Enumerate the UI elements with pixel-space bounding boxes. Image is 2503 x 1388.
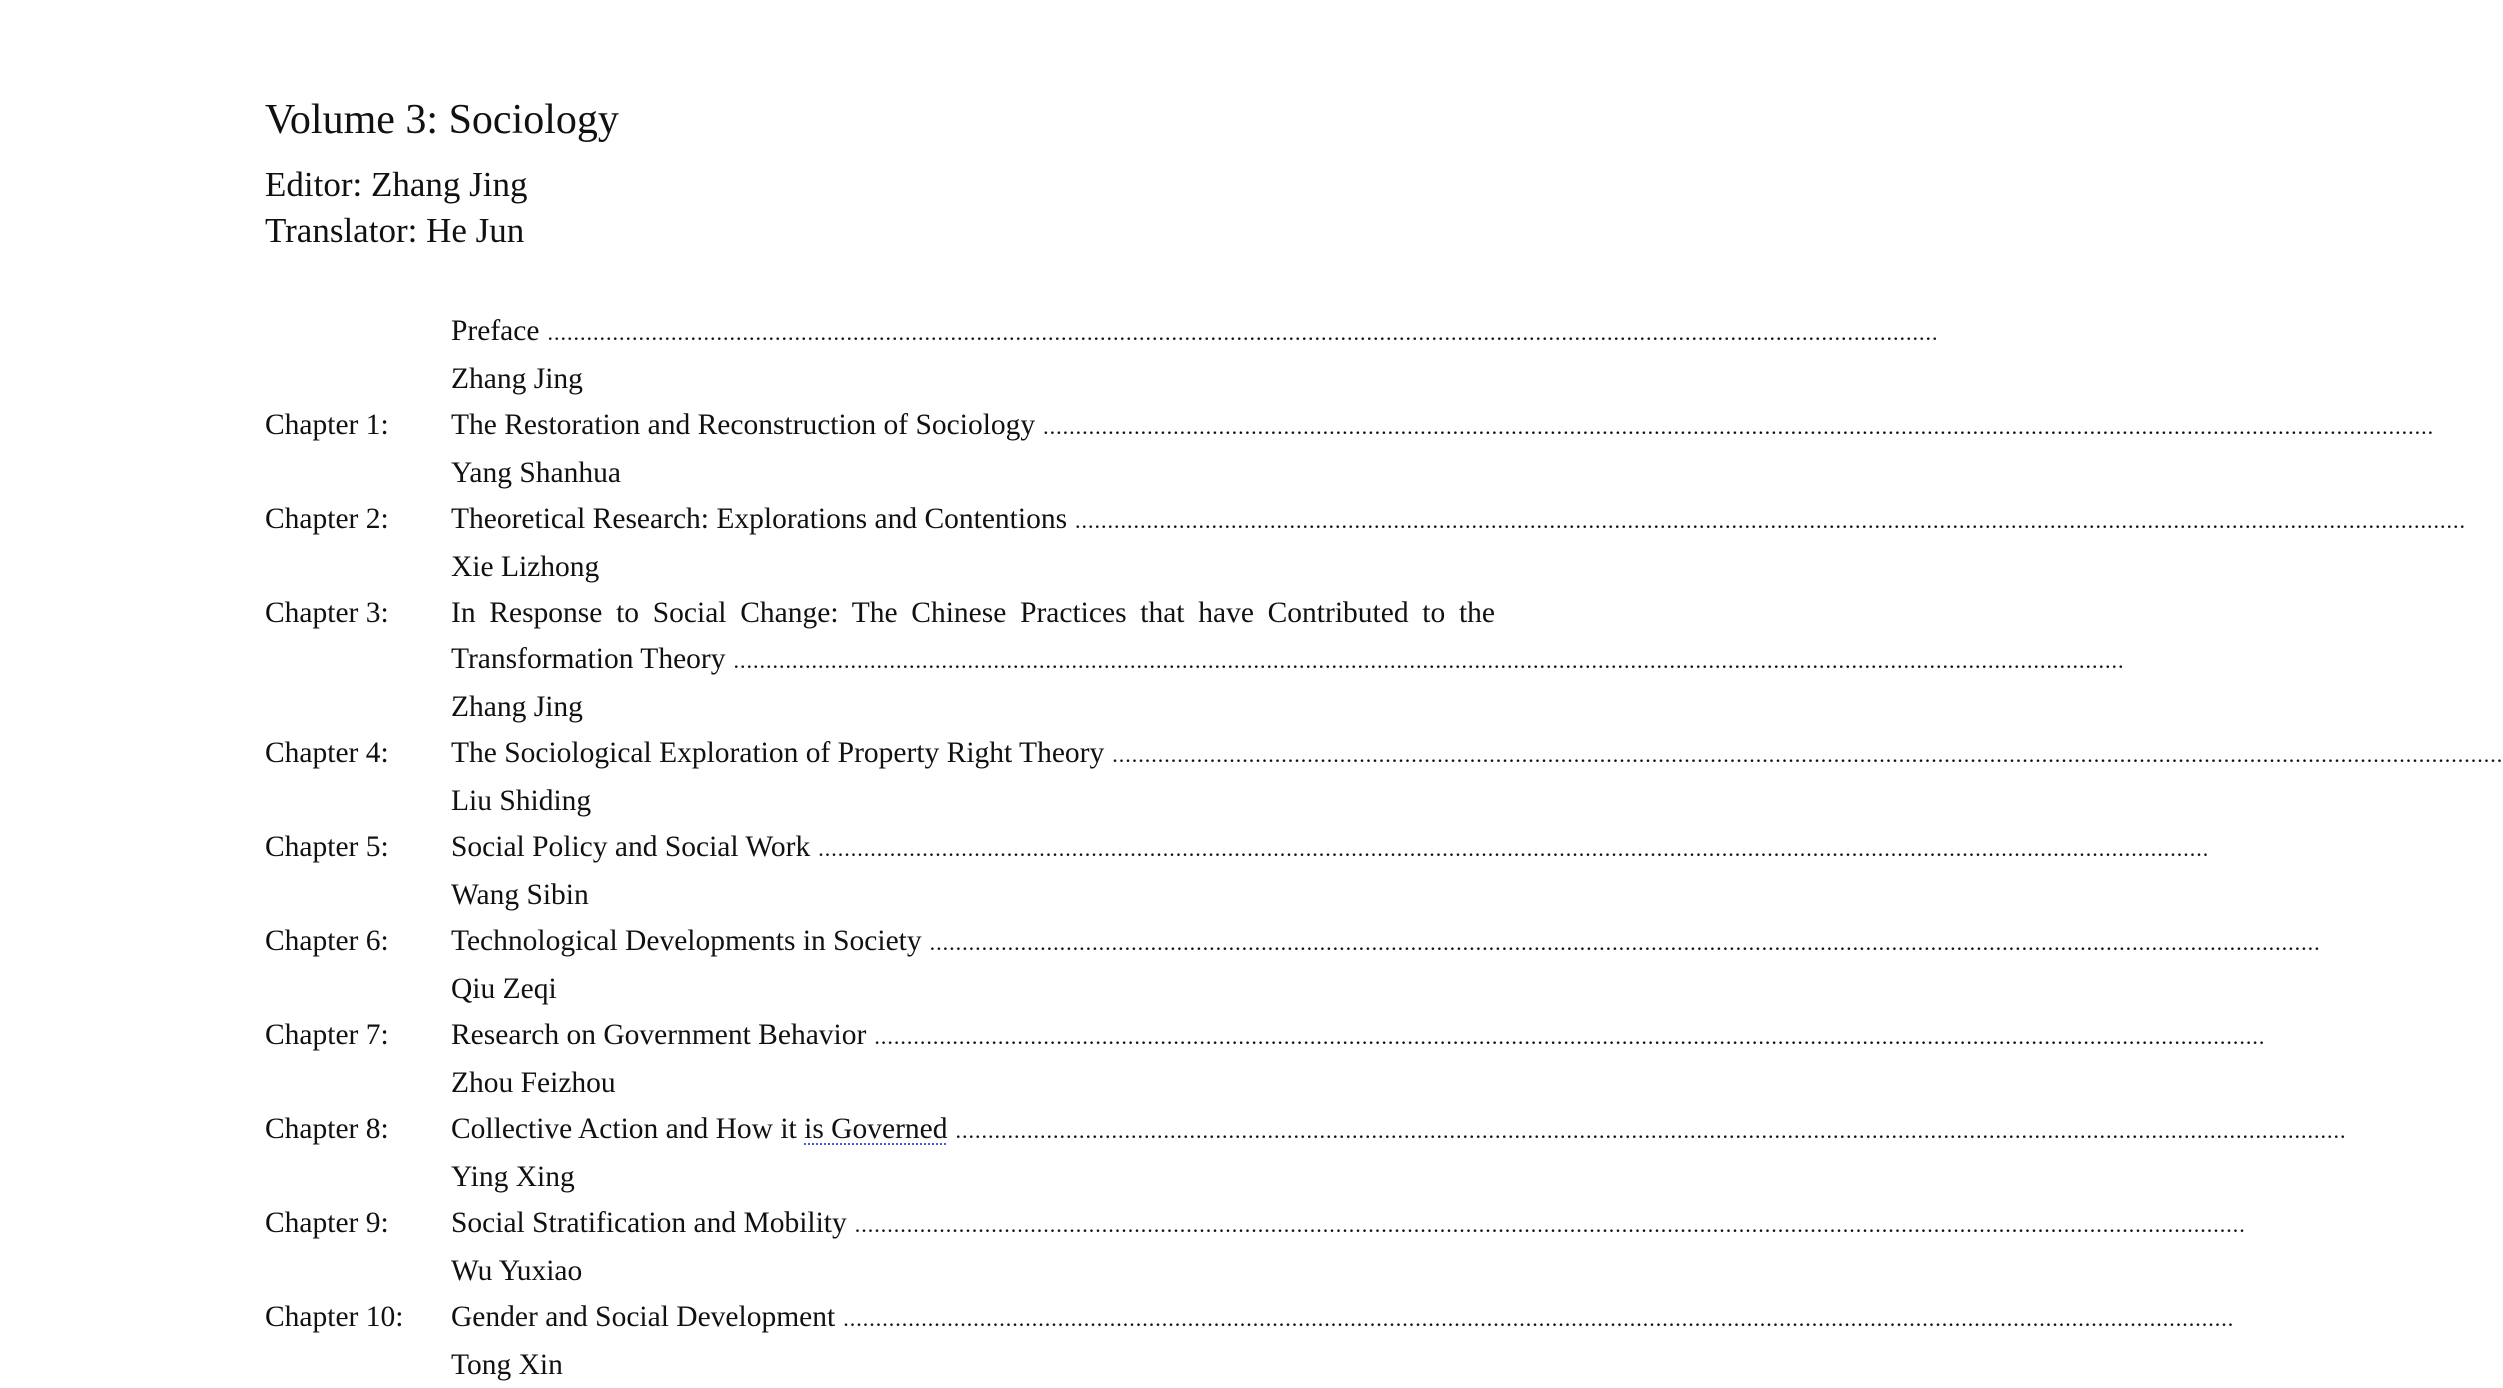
toc-entry-title: Theoretical Research: Explorations and Contentions	[451, 503, 1068, 535]
toc-entry-title: Social Stratification and Mobility	[451, 1207, 847, 1239]
toc-leader-dots: ......................................................................................................................................................................................................................	[733, 648, 2125, 673]
toc-entry-chapter-4	[265, 730, 2503, 824]
toc-title-line	[451, 824, 2210, 872]
toc-entry-label: Chapter 10:	[265, 1301, 404, 1333]
toc-title-line	[451, 636, 2125, 684]
toc-entry-preface	[265, 308, 1939, 402]
toc-title-line	[451, 402, 2435, 450]
toc-entry-chapter-7	[265, 1012, 2266, 1106]
toc-entry-title-plain: Collective Action and How it	[451, 1113, 805, 1145]
toc-leader-dots: ......................................................................................................................................................................................................................	[1043, 414, 2435, 439]
toc-entry-chapter-8	[265, 1106, 2347, 1200]
toc-entry-label: Chapter 9:	[265, 1207, 389, 1239]
toc-entry-chapter-3	[265, 590, 2125, 730]
toc-entry-chapter-6	[265, 918, 2321, 1012]
toc-entry-label: Chapter 8:	[265, 1113, 389, 1145]
toc-entry-label: Chapter 7:	[265, 1019, 389, 1051]
toc-leader-dots: ......................................................................................................................................................................................................................	[547, 320, 1939, 345]
toc-entry-title: The Restoration and Reconstruction of Sociology	[451, 409, 1036, 441]
toc-leader-dots: ......................................................................................................................................................................................................................	[874, 1024, 2266, 1049]
toc-leader-dots: ......................................................................................................................................................................................................................	[955, 1118, 2347, 1143]
toc-entry-label: Chapter 5:	[265, 831, 389, 863]
toc-entry-author: Yang Shanhua	[451, 457, 621, 489]
toc-leader-dots: ......................................................................................................................................................................................................................	[818, 836, 2210, 861]
toc-entry-author: Qiu Zeqi	[451, 973, 557, 1005]
toc-leader-dots: ......................................................................................................................................................................................................................	[929, 930, 2321, 955]
toc-title-line	[451, 308, 1939, 356]
toc-entry-author: Tong Xin	[451, 1349, 563, 1381]
toc-entry-author: Wu Yuxiao	[451, 1255, 583, 1287]
toc-entry-label: Chapter 2:	[265, 503, 389, 535]
toc-entry-chapter-9	[265, 1200, 2246, 1294]
toc-entry-title: Preface	[451, 315, 540, 347]
editor-credit: Editor: Zhang Jing	[265, 165, 528, 204]
toc-entry-chapter-1	[265, 402, 2435, 496]
toc-leader-dots: ......................................................................................................................................................................................................................	[1075, 508, 2467, 533]
toc-entry-title: The Sociological Exploration of Property Right Theory	[451, 737, 1105, 769]
table-of-contents	[265, 308, 2503, 1388]
toc-title-line	[451, 1012, 2266, 1060]
toc-entry-title: Research on Government Behavior	[451, 1019, 867, 1051]
toc-entry-label: Chapter 3:	[265, 597, 389, 629]
toc-title-line	[451, 730, 2503, 778]
toc-entry-chapter-5	[265, 824, 2210, 918]
toc-title-line	[451, 1200, 2246, 1248]
toc-entry-label: Chapter 4:	[265, 737, 389, 769]
toc-entry-author: Xie Lizhong	[451, 551, 600, 583]
toc-entry-author: Liu Shiding	[451, 785, 592, 817]
toc-entry-author: Zhou Feizhou	[451, 1067, 616, 1099]
toc-entry-author: Zhang Jing	[451, 363, 583, 395]
toc-entry-title	[451, 1106, 948, 1152]
toc-entry-chapter-10	[265, 1294, 2235, 1388]
toc-title-line	[451, 918, 2321, 966]
toc-entry-title: Gender and Social Development	[451, 1301, 836, 1333]
toc-entry-title: Transformation Theory	[451, 643, 726, 675]
toc-entry-chapter-2	[265, 496, 2467, 590]
toc-entry-title: Technological Developments in Society	[451, 925, 922, 957]
toc-entry-author: Wang Sibin	[451, 879, 589, 911]
toc-leader-dots: ......................................................................................................................................................................................................................	[1112, 742, 2503, 767]
translator-credit: Translator: He Jun	[265, 211, 525, 250]
toc-title-line	[451, 1294, 2235, 1342]
toc-entry-title: Social Policy and Social Work	[451, 831, 811, 863]
toc-title-line	[451, 1106, 2347, 1154]
toc-entry-label: Chapter 6:	[265, 925, 389, 957]
toc-entry-author: Zhang Jing	[451, 691, 583, 723]
grammar-check-marked-text[interactable]: is Governed	[804, 1113, 948, 1145]
document-page	[265, 92, 2503, 1388]
toc-title-line	[451, 496, 2467, 544]
volume-title: Volume 3: Sociology	[265, 97, 619, 143]
toc-entry-title-line-1: In Response to Social Change: The Chinese Practices that have Contributed to the	[451, 597, 1495, 629]
toc-entry-label: Chapter 1:	[265, 409, 389, 441]
toc-leader-dots: ......................................................................................................................................................................................................................	[843, 1306, 2235, 1331]
toc-leader-dots: ......................................................................................................................................................................................................................	[854, 1212, 2246, 1237]
toc-entry-author: Ying Xing	[451, 1161, 575, 1193]
